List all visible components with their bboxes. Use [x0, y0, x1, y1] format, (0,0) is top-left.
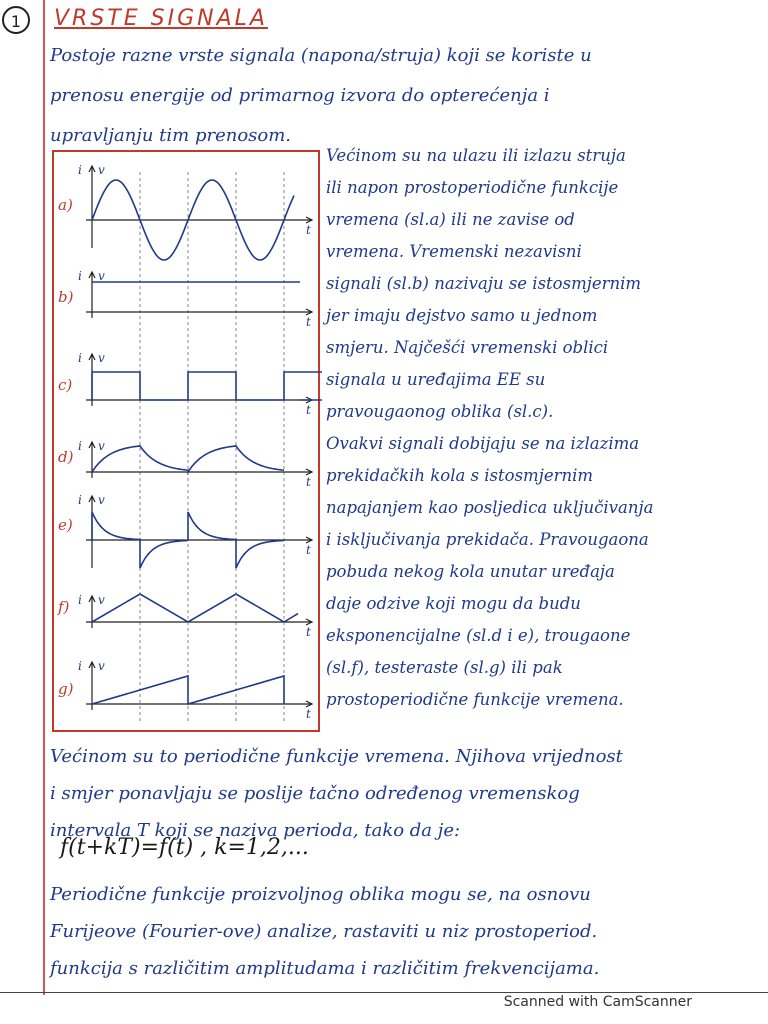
right-line-9: pravougaonog oblika (sl.c).: [326, 402, 554, 421]
axis-label-t: t: [306, 707, 311, 721]
right-line-6: jer imaju dejstvo samo u jednom: [326, 306, 598, 325]
panel-e: [58, 493, 312, 568]
panel-c: [58, 351, 322, 417]
right-line-12: napajanjem kao posljedica uključivanja: [326, 498, 654, 517]
intro-line-1: Postoje razne vrste signala (napona/struja) koji se koriste u: [50, 45, 592, 66]
panel-g: [58, 659, 312, 721]
axis-label-v: v: [98, 163, 105, 177]
axis-label-v: v: [98, 439, 105, 453]
right-line-1: Većinom su na ulazu ili izlazu struja: [326, 146, 626, 165]
right-line-18: prostoperiodične funkcije vremena.: [326, 690, 624, 709]
panel-label: b): [58, 288, 74, 306]
axis-label-v: v: [98, 593, 105, 607]
fourier-line-2: Furijeove (Fourier-ove) analize, rastaviti u niz prostoperiod.: [50, 921, 598, 942]
right-line-17: (sl.f), testeraste (sl.g) ili pak: [326, 658, 563, 677]
axis-label-i: i: [78, 269, 82, 283]
panel-f: [57, 593, 312, 639]
intro-line-3: upravljanju tim prenosom.: [50, 125, 292, 146]
section-number: 1: [2, 6, 30, 34]
scanner-watermark: Scanned with CamScanner: [503, 994, 692, 1010]
axis-label-v: v: [98, 269, 105, 283]
axis-label-t: t: [306, 625, 311, 639]
panel-label: d): [58, 448, 74, 466]
right-line-7: smjeru. Najčešći vremenski oblici: [326, 338, 609, 357]
axis-label-v: v: [98, 493, 105, 507]
waveform-triangle: [92, 594, 298, 622]
right-line-10: Ovakvi signali dobijaju se na izlazima: [326, 434, 640, 453]
axis-label-t: t: [306, 403, 311, 417]
right-paragraph: [326, 140, 653, 716]
axis-label-i: i: [78, 163, 82, 177]
margin-line: [43, 0, 45, 995]
periodic-line-2: i smjer ponavljaju se poslije tačno određenog vremenskog: [50, 783, 580, 804]
axis-label-v: v: [98, 659, 105, 673]
right-line-16: eksponencijalne (sl.d i e), trougaone: [326, 626, 631, 645]
waveform-sawtooth: [92, 676, 284, 704]
panel-d: [58, 439, 312, 489]
right-line-4: vremena. Vremenski nezavisni: [326, 242, 582, 261]
fourier-line-1: Periodične funkcije proizvoljnog oblika mogu se, na osnovu: [50, 884, 591, 905]
right-line-3: vremena (sl.a) ili ne zavise od: [326, 210, 575, 229]
axis-label-t: t: [306, 475, 311, 489]
periodic-line-3: intervala T koji se naziva perioda, tako da je:: [50, 820, 461, 841]
right-line-14: pobuda nekog kola unutar uređaja: [326, 562, 615, 581]
axis-label-t: t: [306, 223, 311, 237]
panel-a: [58, 163, 312, 260]
panel-label: c): [58, 376, 73, 394]
right-line-5: signali (sl.b) nazivaju se istosmjernim: [326, 274, 642, 293]
intro-paragraph: [50, 36, 592, 156]
page-title: VRSTE SIGNALA: [54, 6, 268, 31]
periodic-paragraph: [50, 738, 623, 849]
right-line-15: daje odzive koji mogu da budu: [326, 594, 581, 613]
panel-label: a): [58, 196, 73, 214]
axis-label-i: i: [78, 659, 82, 673]
right-line-13: i isključivanja prekidača. Pravougaona: [326, 530, 649, 549]
axis-label-v: v: [98, 351, 105, 365]
right-line-2: ili napon prostoperiodične funkcije: [326, 178, 619, 197]
axis-label-i: i: [78, 351, 82, 365]
right-line-11: prekidačkih kola s istosmjernim: [326, 466, 594, 485]
fourier-paragraph: [50, 876, 599, 987]
axis-label-i: i: [78, 593, 82, 607]
periodicity-formula: f(t+kT)=f(t) , k=1,2,...: [60, 835, 309, 860]
axis-label-t: t: [306, 543, 311, 557]
panel-label: f): [58, 598, 70, 616]
page-bottom-rule: [0, 992, 768, 993]
signal-figure: [52, 150, 320, 732]
axis-label-t: t: [306, 315, 311, 329]
intro-line-2: prenosu energije od primarnog izvora do opterećenja i: [50, 85, 550, 106]
fourier-line-3: funkcija s različitim amplitudama i različitim frekvencijama.: [50, 958, 600, 979]
right-line-8: signala u uređajima EE su: [326, 370, 546, 389]
periodic-line-1: Većinom su to periodične funkcije vremena. Njihova vrijednost: [50, 746, 623, 767]
panel-label: g): [58, 680, 74, 698]
panel-b: [58, 269, 312, 329]
axis-label-i: i: [78, 493, 82, 507]
axis-label-i: i: [78, 439, 82, 453]
panel-label: e): [58, 516, 73, 534]
waveform-square: [92, 372, 322, 400]
signal-diagram: [54, 152, 322, 734]
